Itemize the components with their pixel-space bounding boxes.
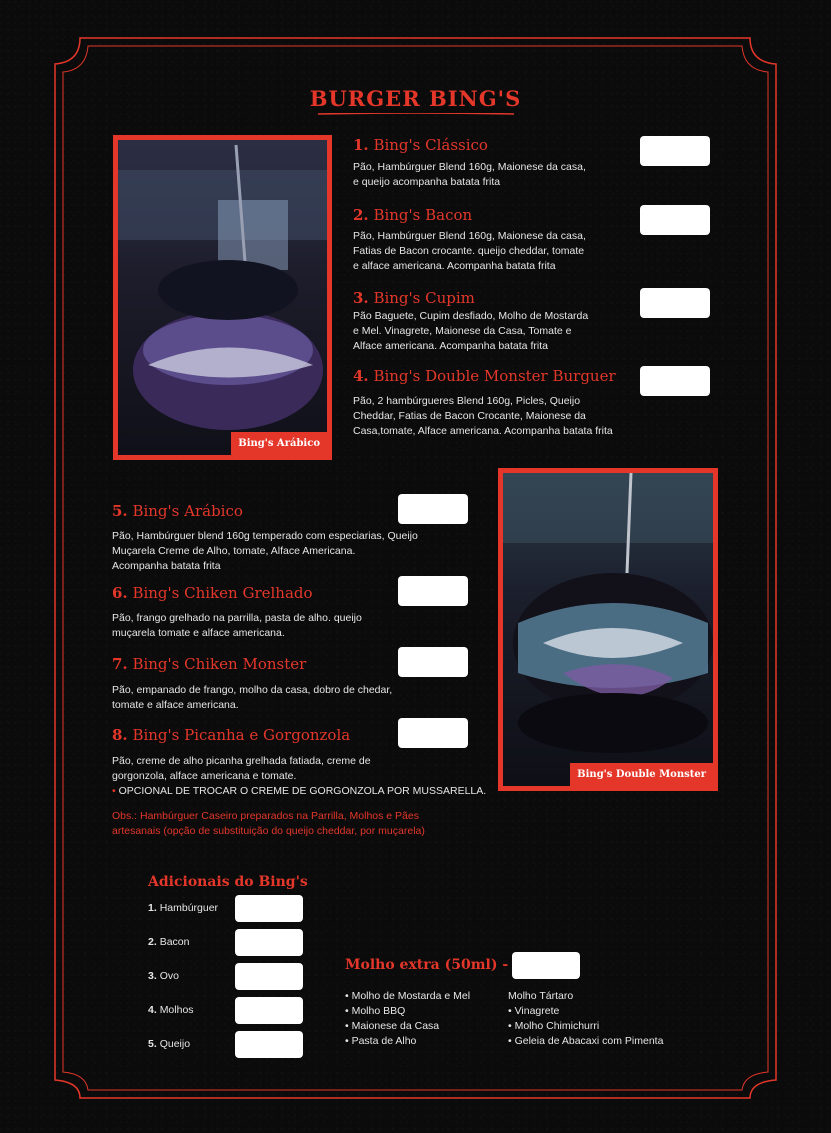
burger-photo-double-monster	[498, 468, 718, 791]
item-7-description: Pão, empanado de frango, molho da casa, dobro de chedar, tomate e alface americana.	[112, 684, 393, 711]
item-3-price-box	[640, 288, 710, 318]
adicional-item: 2. Bacon	[148, 936, 190, 948]
adicional-item: 3. Ovo	[148, 970, 179, 982]
item-6-price-box	[398, 576, 468, 606]
item-5-description: Pão, Hambúrguer blend 160g temperado com especiarias, Queijo Muçarela Creme de Alho, tomate, Alface Americana. Acompanha batata frita	[112, 530, 418, 572]
item-6-title: 6. Bing's Chiken Grelhado	[112, 584, 313, 602]
item-2-title: 2. Bing's Bacon	[353, 206, 473, 224]
optional-bullet: •	[112, 785, 116, 797]
adicional-price-box	[235, 1031, 303, 1058]
item-4-title: 4. Bing's Double Monster Burguer	[353, 367, 616, 385]
adicional-price-box	[235, 997, 303, 1024]
molho-list-col2: Molho Tártaro • Vinagrete • Molho Chimichurri • Geleia de Abacaxi com Pimenta	[508, 990, 664, 1047]
burger-photo-arabico	[113, 135, 332, 460]
item-4-price-box	[640, 366, 710, 396]
item-1-price-box	[640, 136, 710, 166]
adicional-item: 4. Molhos	[148, 1004, 194, 1016]
item-1-title: 1. Bing's Clássico	[353, 136, 488, 154]
molho-extra-title: Molho extra (50ml) -	[345, 957, 509, 973]
item-7-price-box	[398, 647, 468, 677]
photo-caption: Bing's Arábico	[231, 432, 327, 455]
observation-note: Obs.: Hambúrguer Caseiro preparados na Parrilla, Molhos e Pães artesanais (opção de substituição do queijo cheddar, por muçarela)	[112, 810, 425, 837]
item-5-price-box	[398, 494, 468, 524]
adicional-price-box	[235, 895, 303, 922]
menu-title: BURGER BING'S	[309, 86, 522, 111]
burger-image	[503, 473, 713, 786]
item-3-title: 3. Bing's Cupim	[353, 289, 475, 307]
burger-image	[118, 140, 327, 455]
item-8-description: Pão, creme de alho picanha grelhada fatiada, creme de gorgonzola, alface americana e tomate. • OPCIONAL DE TROCAR O CREME DE GORGONZOLA POR MUSSARELLA.	[112, 755, 487, 797]
item-2-description: Pão, Hambúrguer Blend 160g, Maionese da casa, Fatias de Bacon crocante. queijo cheddar, tomate e alface americana. Acompanha batata frita	[353, 230, 586, 272]
item-1-description: Pão, Hambúrguer Blend 160g, Maionese da casa, e queijo acompanha batata frita	[353, 161, 586, 188]
adicional-price-box	[235, 963, 303, 990]
item-4-description: Pão, 2 hambúrgueres Blend 160g, Picles, Queijo Cheddar, Fatias de Bacon Crocante, Maionese da Casa,tomate, Alface americana. Acompanha batata frita	[353, 395, 613, 437]
item-3-description: Pão Baguete, Cupim desfiado, Molho de Mostarda e Mel. Vinagrete, Maionese da Casa, Tomate e Alface americana. Acompanha batata frita	[353, 310, 589, 352]
title-underline	[318, 113, 514, 115]
item-8-price-box	[398, 718, 468, 748]
adicional-item: 5. Queijo	[148, 1038, 191, 1050]
molho-list-col1: • Molho de Mostarda e Mel • Molho BBQ • Maionese da Casa • Pasta de Alho	[345, 990, 471, 1047]
item-2-price-box	[640, 205, 710, 235]
item-5-title: 5. Bing's Arábico	[112, 502, 243, 520]
adicional-item: 1. Hambúrguer	[148, 902, 219, 914]
adicionais-title: Adicionais do Bing's	[148, 874, 308, 890]
item-7-title: 7. Bing's Chiken Monster	[112, 655, 307, 673]
item-8-title: 8. Bing's Picanha e Gorgonzola	[112, 726, 351, 744]
item-8-optional: OPCIONAL DE TROCAR O CREME DE GORGONZOLA POR MUSSARELLA.	[118, 785, 487, 797]
item-6-description: Pão, frango grelhado na parrilla, pasta de alho. queijo muçarela tomate e alface americana.	[112, 612, 362, 639]
adicional-price-box	[235, 929, 303, 956]
photo-caption: Bing's Double Monster	[570, 763, 713, 786]
molho-price-box	[512, 952, 580, 979]
